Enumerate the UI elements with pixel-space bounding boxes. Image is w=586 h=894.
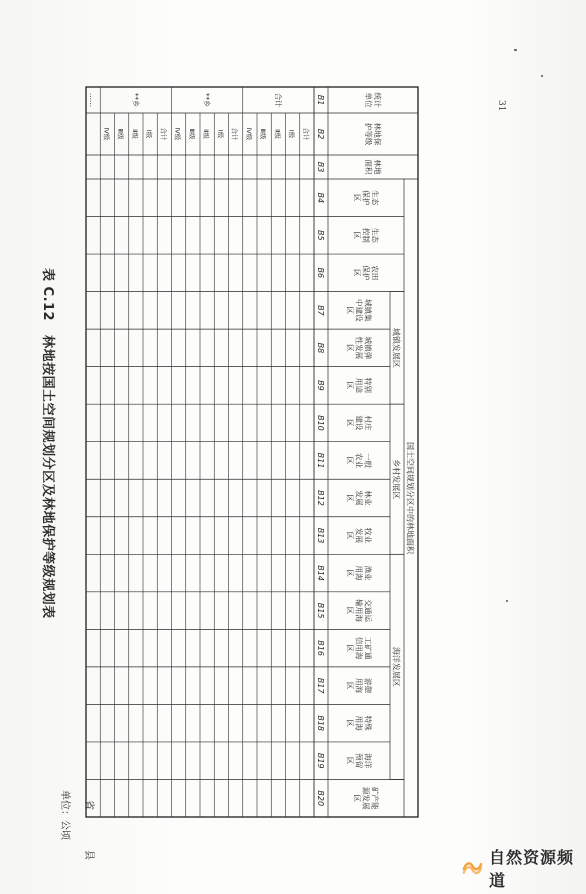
column-code-b15: B15 bbox=[316, 602, 325, 619]
row-unit-label-line: **乡 bbox=[131, 93, 140, 107]
column-header-b11 bbox=[345, 453, 373, 469]
column-header-b17-line: 区 bbox=[345, 681, 355, 690]
row-grade-label: Ⅳ级 bbox=[102, 127, 111, 141]
column-header-b19 bbox=[345, 753, 373, 769]
row-grade-label: Ⅳ级 bbox=[244, 127, 253, 141]
subgroup-town: 城镇发展区 bbox=[391, 327, 401, 368]
column-header-b4 bbox=[352, 190, 380, 206]
subgroup-marine: 海洋发展区 bbox=[391, 646, 401, 687]
watermark bbox=[462, 848, 586, 890]
column-header-b15-line: 区 bbox=[345, 606, 355, 615]
row-unit-label-line: 合计 bbox=[273, 93, 282, 107]
column-header-b20-line: 源发展 bbox=[361, 786, 371, 810]
row-grade-label: Ⅲ级 bbox=[187, 128, 196, 140]
column-header-b5 bbox=[352, 228, 380, 244]
column-header-b6-line: 区 bbox=[352, 269, 362, 277]
column-header-b18-line: 区 bbox=[345, 719, 355, 727]
column-code-b18: B18 bbox=[316, 715, 325, 732]
table-number: 表 C.12 bbox=[40, 268, 55, 322]
column-header-b19-line: 区 bbox=[345, 756, 355, 765]
row-grade-label: Ⅱ级 bbox=[273, 129, 282, 139]
column-header-b7-line: 区 bbox=[345, 306, 355, 315]
column-header-b2-line: 护等级 bbox=[363, 122, 373, 146]
column-header-b4-line: 区 bbox=[352, 193, 362, 202]
column-header-b5-line: 控制 bbox=[361, 227, 371, 243]
column-code-b12: B12 bbox=[316, 490, 325, 506]
column-code-b1: B1 bbox=[316, 94, 325, 106]
column-header-b4-line: 生态 bbox=[370, 190, 380, 206]
column-header-b9-line: 用途 bbox=[354, 377, 364, 394]
column-code-b14: B14 bbox=[316, 565, 325, 581]
column-header-b4-line: 保护 bbox=[361, 190, 371, 206]
row-grade-label: 合计 bbox=[301, 127, 310, 141]
column-header-b11-line: 一般 bbox=[363, 452, 373, 469]
table-title-text: 林地按国土空间规划分区及林地保护等级规划表 bbox=[40, 335, 55, 619]
column-header-b13-line: 牧业 bbox=[363, 527, 373, 544]
column-header-b14-line: 区 bbox=[345, 569, 355, 577]
column-header-b18-line: 用海 bbox=[354, 715, 364, 731]
column-header-b10 bbox=[345, 415, 373, 431]
column-header-b11-line: 区 bbox=[345, 456, 355, 465]
column-code-b3: B3 bbox=[316, 161, 325, 173]
row-grade-label: 合计 bbox=[230, 127, 239, 141]
column-code-b17: B17 bbox=[316, 677, 325, 694]
row-unit-label bbox=[203, 93, 212, 107]
column-header-b18-line: 特殊 bbox=[363, 715, 373, 731]
column-header-b6-line: 农田 bbox=[370, 265, 380, 281]
column-header-b12-line: 发展 bbox=[354, 490, 364, 506]
column-header-b2-line: 林地保 bbox=[372, 122, 382, 146]
column-header-b1-line: 单位 bbox=[363, 92, 373, 108]
column-header-b17 bbox=[345, 678, 373, 694]
column-header-b16-line: 区 bbox=[345, 644, 355, 652]
column-header-b1 bbox=[364, 92, 383, 108]
row-grade-label: 合计 bbox=[159, 127, 168, 141]
column-header-b7-line: 城镇集 bbox=[363, 298, 373, 322]
column-header-b20-line: 矿产能 bbox=[370, 786, 380, 810]
column-code-b11: B11 bbox=[316, 452, 325, 469]
column-header-b2 bbox=[364, 123, 383, 146]
column-header-b15-line: 交通运 bbox=[363, 599, 373, 622]
row-unit-label bbox=[131, 93, 140, 107]
unit-label: 单位：公顷 bbox=[59, 790, 70, 840]
column-header-b7-line: 中建设 bbox=[354, 298, 364, 322]
column-header-b9-line: 特别 bbox=[363, 377, 373, 394]
column-header-b16-line: 信用海 bbox=[354, 636, 364, 660]
column-header-b1-line: 统计 bbox=[372, 92, 382, 108]
column-header-b20 bbox=[352, 787, 380, 810]
column-header-b5-line: 生态 bbox=[370, 227, 380, 243]
column-header-b6-line: 保护 bbox=[361, 265, 371, 281]
row-grade-label: Ⅰ级 bbox=[287, 129, 296, 139]
column-header-b13-line: 区 bbox=[345, 531, 355, 540]
column-header-b16 bbox=[345, 637, 373, 660]
column-header-b10-line: 建设 bbox=[354, 415, 364, 431]
column-header-b14-line: 用海 bbox=[354, 565, 364, 581]
column-header-b8 bbox=[345, 336, 373, 359]
column-header-b20-line: 区 bbox=[352, 794, 362, 803]
column-header-b8-line: 性发展 bbox=[354, 336, 364, 360]
row-grade-label: Ⅲ级 bbox=[116, 128, 125, 140]
province-label: 省 bbox=[83, 800, 94, 810]
column-header-b15 bbox=[345, 599, 373, 622]
column-code-b5: B5 bbox=[316, 230, 325, 241]
row-grade-label: Ⅱ级 bbox=[130, 129, 139, 139]
column-header-b14 bbox=[345, 565, 373, 581]
column-header-b3 bbox=[364, 159, 383, 175]
column-header-b9 bbox=[345, 378, 373, 394]
watermark-text: 自然资源频道 bbox=[488, 848, 574, 890]
column-code-b19: B19 bbox=[316, 752, 325, 769]
row-ellipsis-label: …… bbox=[87, 93, 96, 107]
column-header-b19-line: 预留 bbox=[354, 753, 364, 769]
column-header-b12-line: 区 bbox=[345, 494, 355, 502]
column-header-b11-line: 农业 bbox=[354, 452, 364, 469]
column-code-b6: B6 bbox=[316, 267, 325, 279]
column-header-b19-line: 海洋 bbox=[363, 753, 373, 769]
column-header-b17-line: 用海 bbox=[354, 678, 364, 694]
column-header-b12 bbox=[345, 490, 373, 506]
wechat-channel-icon bbox=[462, 858, 483, 878]
column-header-b9-line: 区 bbox=[345, 381, 355, 390]
column-header-b8-line: 区 bbox=[345, 344, 355, 352]
column-header-b16-line: 工矿通 bbox=[363, 636, 373, 660]
column-header-b8-line: 城镇弹 bbox=[363, 336, 373, 360]
column-code-b4: B4 bbox=[316, 192, 325, 204]
column-header-b17-line: 游憩 bbox=[363, 678, 373, 694]
column-code-b8: B8 bbox=[316, 342, 325, 354]
table-title bbox=[40, 268, 59, 619]
column-header-b13 bbox=[345, 528, 373, 544]
column-header-b10-line: 区 bbox=[345, 419, 355, 427]
column-header-b12-line: 林业 bbox=[363, 490, 373, 506]
column-header-b7 bbox=[345, 299, 373, 322]
row-grade-label: Ⅲ级 bbox=[258, 128, 267, 140]
column-header-b5-line: 区 bbox=[352, 231, 362, 240]
column-header-b10-line: 村庄 bbox=[363, 415, 373, 431]
column-code-b2: B2 bbox=[316, 128, 325, 140]
row-grade-label: Ⅱ级 bbox=[201, 129, 210, 139]
column-header-b14-line: 渔业 bbox=[363, 565, 373, 581]
column-header-b15-line: 输用海 bbox=[354, 599, 364, 622]
column-code-b7: B7 bbox=[316, 305, 325, 316]
row-grade-label: Ⅳ级 bbox=[173, 127, 182, 141]
column-header-b3-line: 林地 bbox=[372, 159, 382, 175]
county-label: 县 bbox=[83, 850, 94, 860]
row-grade-label: Ⅰ级 bbox=[144, 129, 153, 139]
planning-table bbox=[86, 87, 418, 817]
column-header-b3-line: 面积 bbox=[363, 159, 373, 175]
column-code-b9: B9 bbox=[316, 380, 325, 391]
column-code-b16: B16 bbox=[316, 640, 325, 656]
subgroup-rural: 乡村发展区 bbox=[391, 459, 401, 500]
row-unit-label-line: **乡 bbox=[202, 93, 211, 107]
column-header-b13-line: 发展 bbox=[354, 527, 364, 544]
column-header-b6 bbox=[352, 265, 380, 281]
page-number: 31 bbox=[496, 100, 506, 112]
column-code-b10: B10 bbox=[316, 415, 325, 431]
column-code-b13: B13 bbox=[316, 527, 325, 544]
column-header-b18 bbox=[345, 716, 373, 732]
group-header-text: 国土空间规划分区中的林地面积 bbox=[405, 442, 415, 554]
row-grade-label: Ⅰ级 bbox=[216, 129, 225, 139]
column-code-b20: B20 bbox=[316, 790, 325, 807]
row-unit-label bbox=[274, 93, 283, 107]
